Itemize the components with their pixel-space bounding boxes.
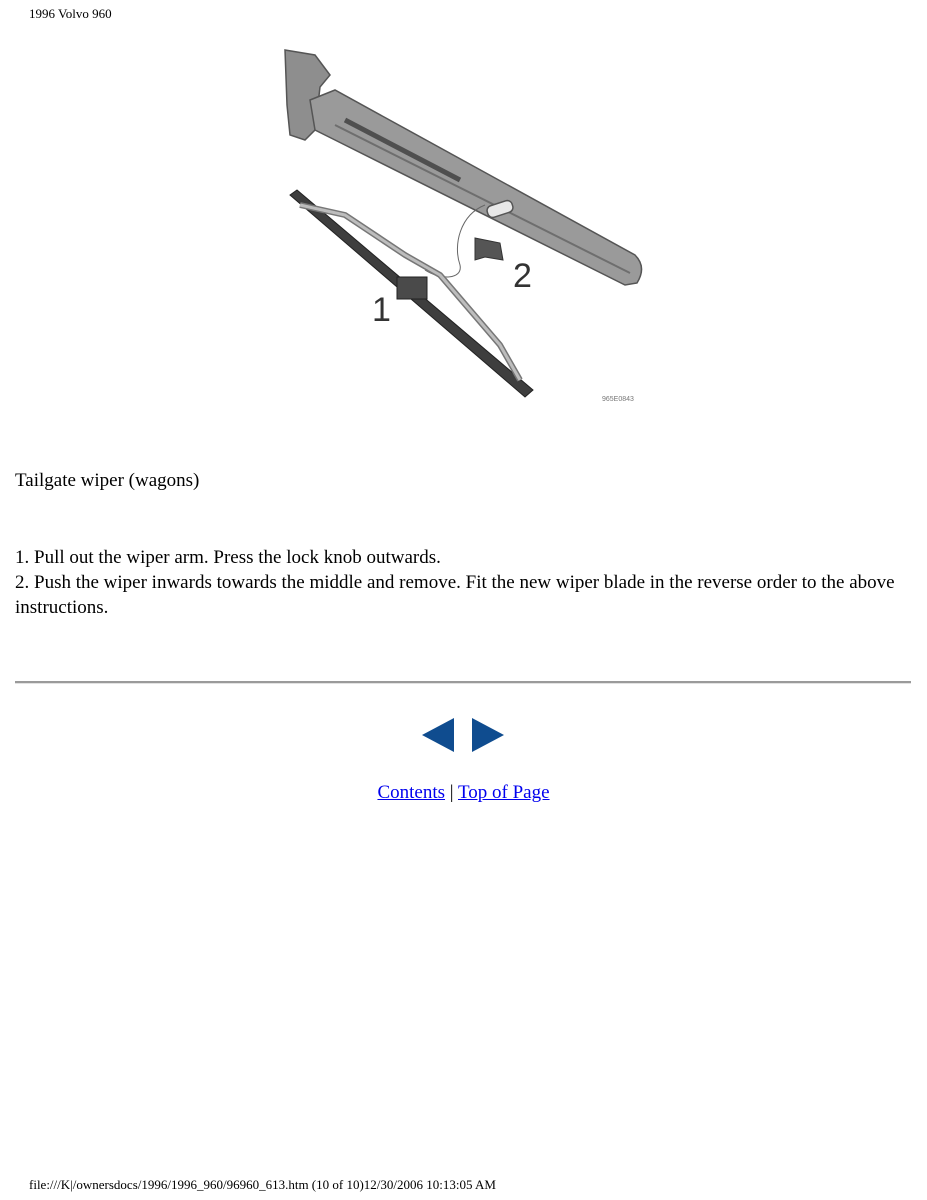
instruction-step-1: 1. Pull out the wiper arm. Press the lock knob outwards.	[15, 547, 441, 568]
callout-2-label: 2	[513, 257, 532, 295]
wiper-diagram	[275, 45, 655, 415]
page-header-title: 1996 Volvo 960	[29, 6, 112, 21]
callout-1-label: 1	[372, 291, 391, 329]
instruction-step-2: 2. Push the wiper inwards towards the middle and remove. Fit the new wiper blade in the reverse order to the above instructions.	[15, 572, 895, 618]
page-navigation	[420, 716, 510, 756]
file-path-footer: file:///K|/ownersdocs/1996/1996_960/96960_613.htm (10 of 10)12/30/2006 10:13:05 AM	[29, 1177, 496, 1192]
instructions	[15, 545, 905, 620]
contents-link[interactable]: Contents	[377, 782, 446, 803]
figure-code-label: 965E0843	[602, 396, 634, 403]
right-arrow-icon[interactable]	[470, 716, 506, 754]
left-arrow-icon[interactable]	[420, 716, 456, 754]
top-of-page-link[interactable]: Top of Page	[458, 782, 550, 803]
figure-caption: Tailgate wiper (wagons)	[15, 470, 200, 491]
bottom-links	[0, 782, 927, 804]
link-separator: |	[449, 782, 454, 803]
wiper-illustration	[275, 45, 655, 415]
horizontal-divider	[15, 681, 911, 684]
